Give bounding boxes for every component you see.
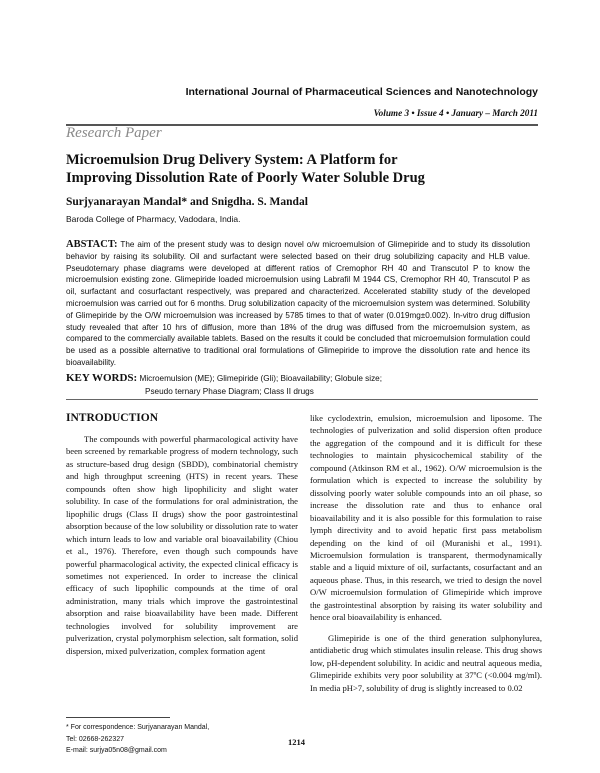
- section-heading-introduction: INTRODUCTION: [66, 412, 159, 424]
- keywords-line-2: Pseudo ternary Phase Diagram; Class II drugs: [145, 387, 314, 396]
- intro-paragraph-right-1: like cyclodextrin, emulsion, microemulsion and liposome. The technologies of pulverization and solid dispersion often produce the aggregation of the compound and it is difficult for these technologies to maintain physicochemical stability of the compound (Atkinson RM et al., 1962). O/W microemulsion is the formulation which is expected to increase the solubility by dissolving poorly water soluble compounds into an oil phase, so increase the dissolution rate and thus to enhance oral bioavailability and it is also possible for this formulation to raise lymph directivity and to avoid hepatic first pass metabolism depending on the kind of oil (Muranishi et al., 1991). Microemulsion formulation is transparent, thermodynamically stable and a liquid mixture of oil, surfactants, cosurfactant and an aqueous phase. Thus, in this research, we tried to design the novel O/W microemulsion formulation of Glimepiride which improve the gastrointestinal absorption by raising its water solubility and hence oral bioavailability is enhanced.: [310, 413, 542, 623]
- footnote-tel: Tel: 02668-262327: [66, 735, 124, 743]
- footnote-rule: [66, 717, 170, 718]
- intro-paragraph-left: The compounds with powerful pharmacological activity have been screened by remarkable progress of modern technology, such as structure-based drug design (SBDD), combinatorial chemistry and high throughput screening (HTS) in recent years. These compounds often show high lipophilicity and slight water solubility. In case of the formulations for oral administration, the lipophilic drugs (Class II drugs) show the poor gastrointestinal absorption because of the low solubility or dissolution rate to water which inturn leads to low and variable oral bioavailability (Chiou et al., 1976). Therefore, even though such compounds have powerful pharmacological activity, the expected clinical efficacy is sometimes not experienced. In order to increase the clinical efficacy of such lipophilic compounds at the time of oral administration, many trials which improve the gastrointestinal absorption and raise bioavailability have been made. Different technologies involved for solubility improvement are pulverization, crystal polymorphism selection, salt formation, solid dispersion, mixed pulverization, complex formation agent: [66, 434, 298, 656]
- article-type: Research Paper: [66, 125, 162, 141]
- abstract-label: ABSTACT:: [66, 239, 118, 250]
- footnote-correspondence: * For correspondence: Surjyanarayan Mandal,: [66, 724, 210, 731]
- footnote: [66, 722, 209, 757]
- keywords: [66, 372, 526, 398]
- intro-paragraph-right-2: Glimepiride is one of the third generation sulphonylurea, antidiabetic drug which stimulates insulin release. This drug shows low, pH-dependent solubility. In acidic and neutral aqueous media, Glimepiride exhibits very poor solubility at 37ºC (<0.004 mg/ml). In media pH>7, solubility of drug is slightly increased to 0.02: [310, 632, 542, 693]
- footnote-email: E-mail: surjya05n08@gmail.com: [66, 747, 167, 754]
- section-divider: [66, 399, 538, 400]
- abstract: [66, 239, 530, 369]
- affiliation: Baroda College of Pharmacy, Vadodara, India.: [66, 214, 241, 224]
- paper-title: [66, 151, 546, 187]
- abstract-text: The aim of the present study was to design novel o/w microemulsion of Glimepiride and to study its dissolution behavior by raising its solubility. Oil and surfactant were selected based on their drug solubilizing capacity and HLB value. Pseudoternary phase diagrams were developed at different ratios of Cremophor RH 40 and Transcutol P to know the microemulsion existing zone. Glimepiride loaded microemulsion using Labrafil M 1944 CS, Cremophor RH 40, Transcutol P as oil, surfactant and cosurfactant respectively, was prepared and characterized. Accelerated stability study of the developed microemulsion was carried out for 6 months. Drug solubilization capacity of the microemulsion system was determined. Solubility of Glimepiride by the O/W microemulsion was increased by 5785 times to that of water (0.019mg±0.002). In-vitro drug diffusion study revealed that after 10 hrs of diffusion, more than 18% of the drug was diffused from the microemulsion system, as compared to the commercially available tablets. Based on the results it could be concluded that microemulsion formulation could be used as a possible alternative to traditional oral formulations of Glimepiride to improve the dissolution rate and hence its bioavailability.: [66, 240, 530, 367]
- journal-name: International Journal of Pharmaceutical Sciences and Nanotechnology: [185, 86, 538, 98]
- title-line-1: Microemulsion Drug Delivery System: A Platform for: [66, 152, 398, 168]
- issue-info: Volume 3 • Issue 4 • January – March 2011: [373, 108, 538, 118]
- keywords-line-1: Microemulsion (ME); Glimepiride (Gli); Bioavailability; Globule size;: [139, 374, 383, 383]
- title-line-2: Improving Dissolution Rate of Poorly Water Soluble Drug: [66, 170, 425, 186]
- intro-column-right: [310, 412, 542, 694]
- authors: Surjyanarayan Mandal* and Snigdha. S. Mandal: [66, 196, 308, 208]
- page-number: 1214: [288, 737, 305, 747]
- keywords-label: KEY WORDS:: [66, 372, 138, 384]
